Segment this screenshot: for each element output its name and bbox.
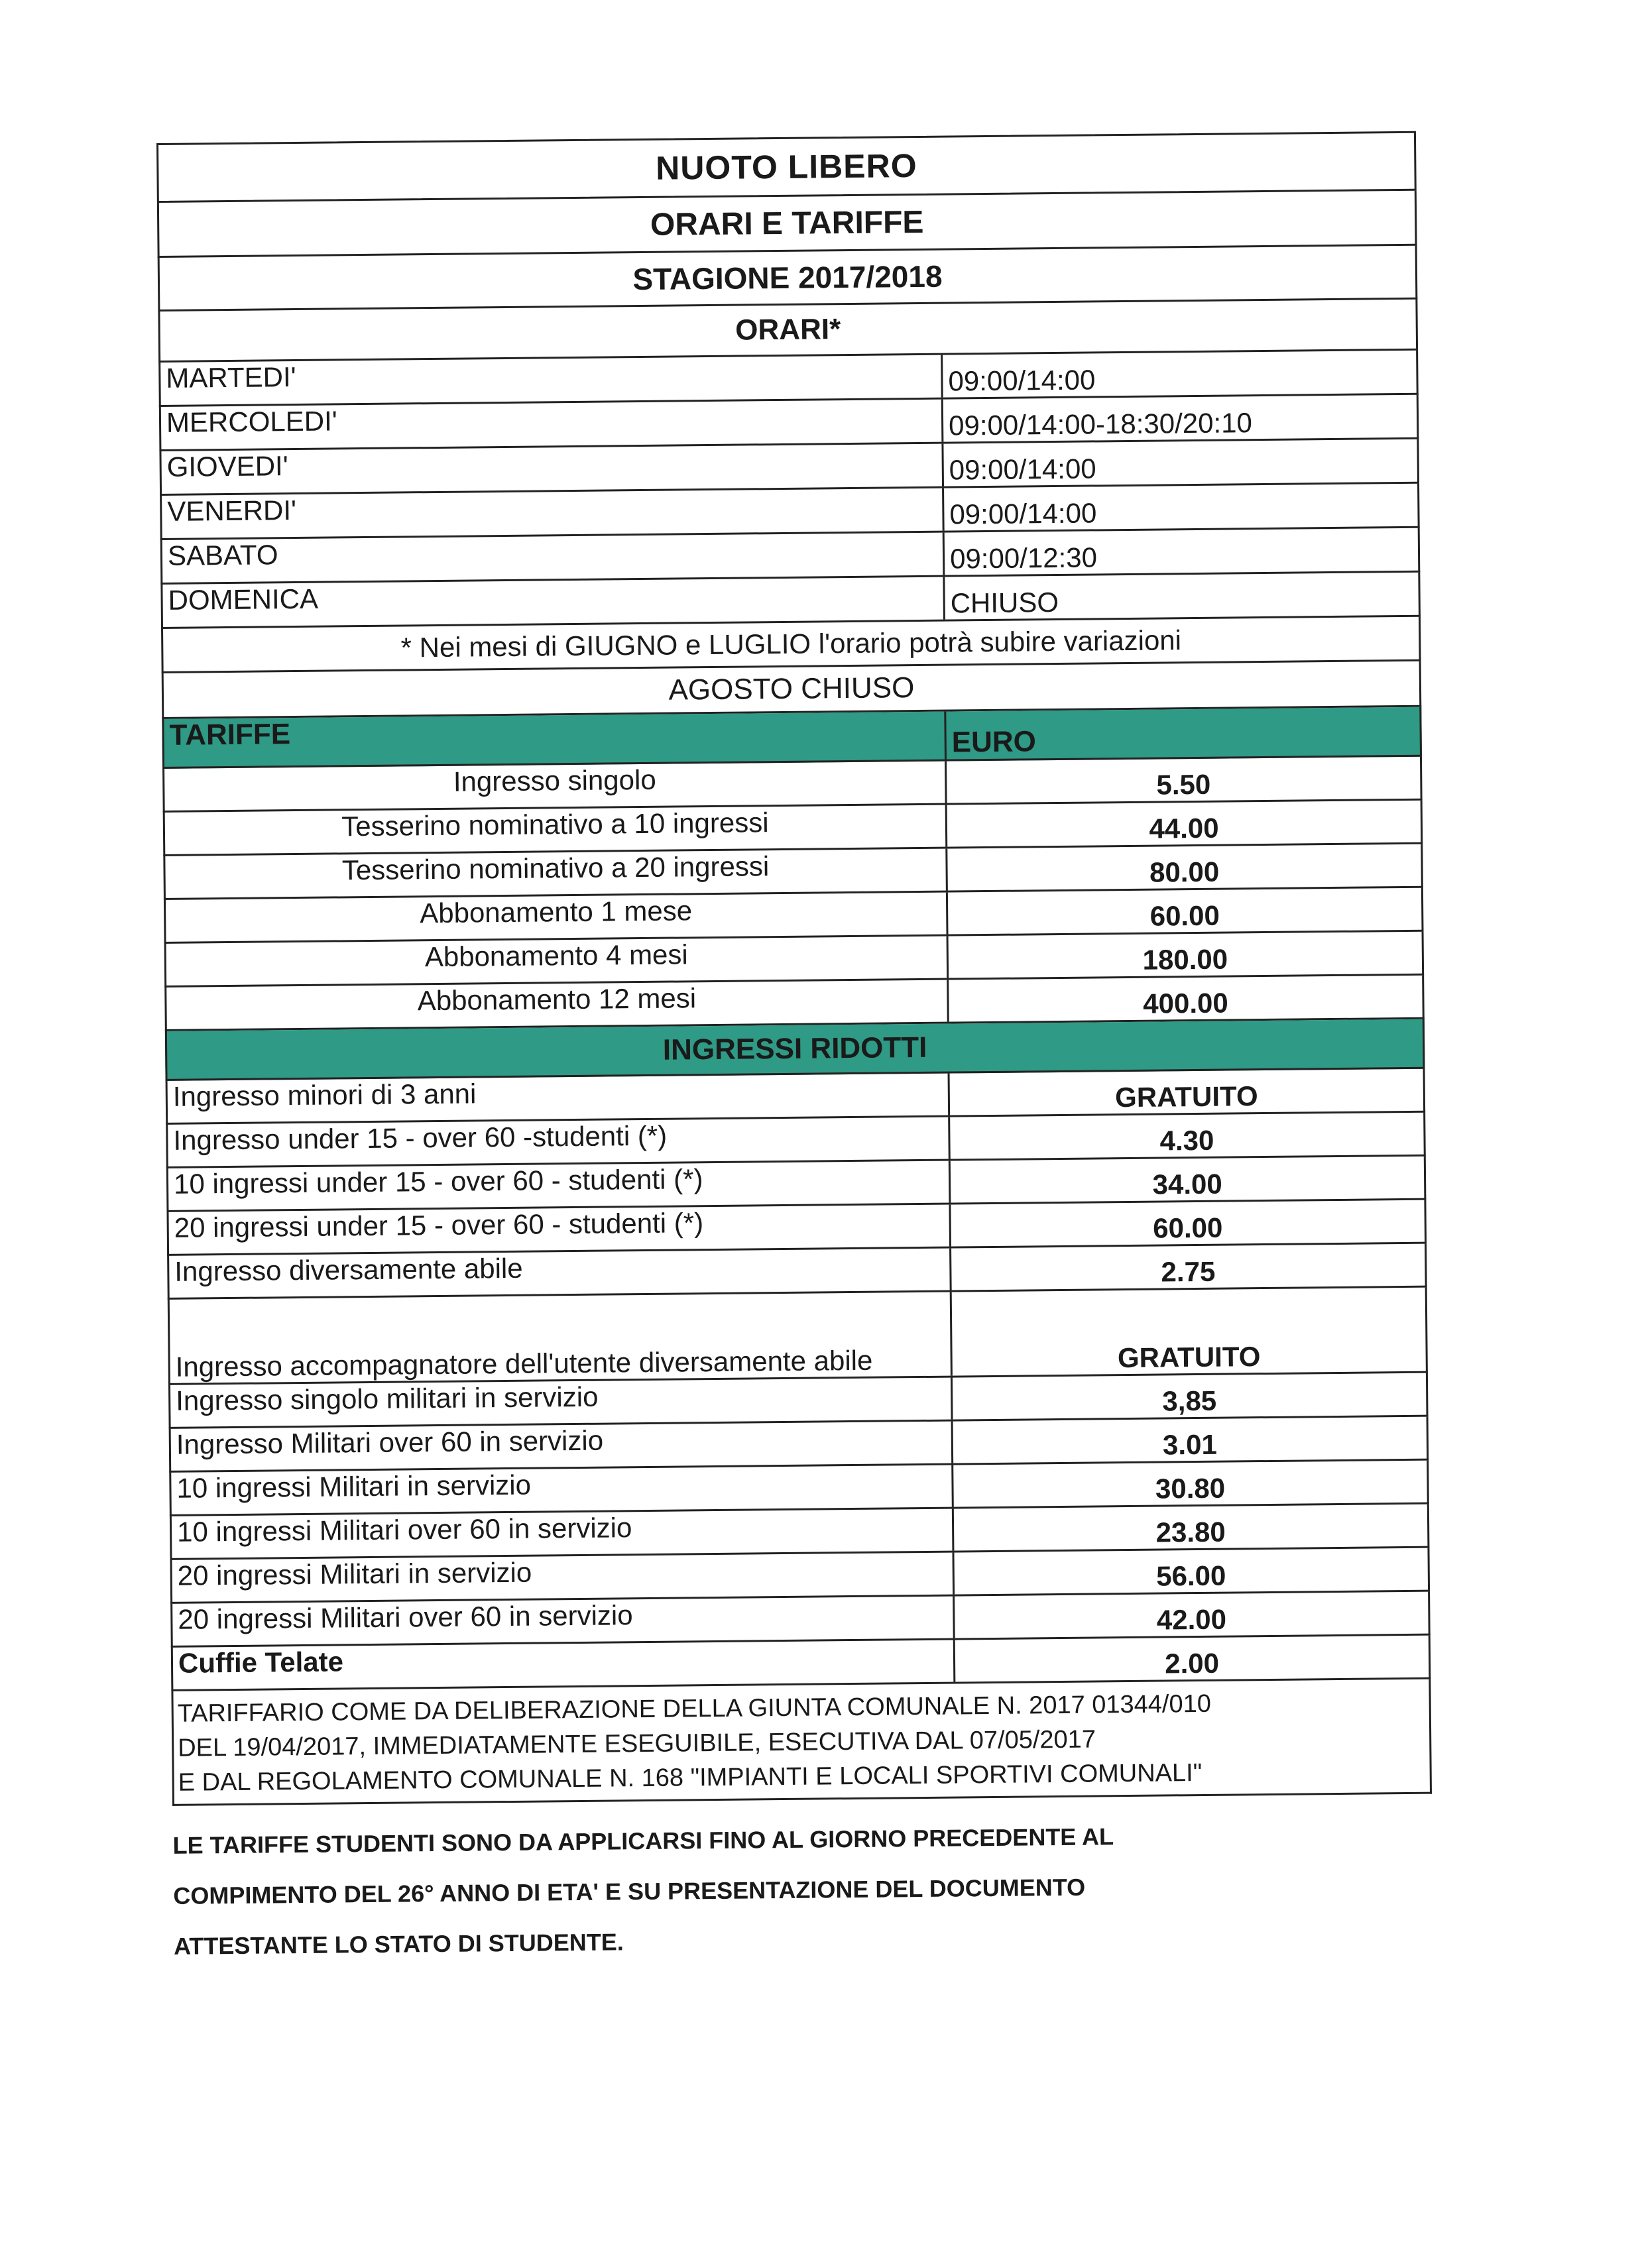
reduced-label: 20 ingressi Militari in servizio — [172, 1553, 955, 1602]
tariff-label: Abbonamento 4 mesi — [166, 936, 949, 986]
reduced-heading: INGRESSI RIDOTTI — [662, 1031, 927, 1066]
tariff-value: 180.00 — [1142, 943, 1228, 976]
reduced-label: 10 ingressi under 15 - over 60 - studenti (*) — [168, 1161, 951, 1210]
legal-note-line: E DAL REGOLAMENTO COMUNALE N. 168 "IMPIANTI E LOCALI SPORTIVI COMUNALI" — [178, 1758, 1203, 1797]
reduced-value: 3,85 — [1162, 1385, 1217, 1417]
page-title: NUOTO LIBERO — [655, 146, 917, 187]
reduced-label: Ingresso diversamente abile — [169, 1249, 952, 1298]
legal-note-line: DEL 19/04/2017, IMMEDIATAMENTE ESEGUIBILE, ESECUTIVA DAL 07/05/2017 — [178, 1725, 1096, 1762]
reduced-value: GRATUITO — [1114, 1080, 1258, 1113]
reduced-label: Ingresso singolo militari in servizio — [170, 1378, 953, 1427]
reduced-value: 56.00 — [1156, 1559, 1226, 1592]
schedule-hours: 09:00/14:00 — [948, 364, 1096, 397]
schedule-day: VENERDI' — [162, 488, 945, 538]
tariff-label: Ingresso singolo — [164, 762, 947, 811]
tariff-value: 80.00 — [1149, 856, 1220, 888]
schedule-hours: 09:00/14:00-18:30/20:10 — [948, 407, 1253, 441]
legal-note-line: TARIFFARIO COME DA DELIBERAZIONE DELLA GIUNTA COMUNALE N. 2017 01344/010 — [177, 1689, 1212, 1728]
tariff-value: 44.00 — [1149, 812, 1219, 844]
tariff-value: 400.00 — [1143, 987, 1228, 1019]
schedule-day: DOMENICA — [162, 577, 945, 627]
reduced-value: 23.80 — [1155, 1516, 1226, 1548]
schedule-hours: CHIUSO — [950, 586, 1059, 619]
schedule-hours: 09:00/12:30 — [949, 541, 1098, 575]
reduced-label: 20 ingressi Militari over 60 in servizio — [172, 1597, 955, 1646]
reduced-value: GRATUITO — [1117, 1341, 1261, 1374]
legal-note — [173, 1679, 1430, 1804]
reduced-label: Ingresso Militari over 60 in servizio — [171, 1422, 954, 1471]
reduced-value: 30.80 — [1155, 1472, 1226, 1504]
reduced-value: 2.00 — [1164, 1647, 1220, 1679]
page-subtitle: ORARI E TARIFFE — [650, 204, 924, 243]
student-note — [172, 1809, 1433, 1972]
tariff-label: Abbonamento 1 mese — [166, 893, 949, 942]
schedule-day: SABATO — [162, 533, 945, 583]
reduced-label: Ingresso accompagnatore dell'utente diversamente abile — [170, 1292, 953, 1383]
reduced-value: 42.00 — [1156, 1603, 1227, 1636]
schedule-day: MERCOLEDI' — [161, 400, 944, 449]
reduced-label: 10 ingressi Militari in servizio — [171, 1465, 954, 1514]
tariffs-heading: TARIFFE — [164, 712, 947, 767]
reduced-label: 10 ingressi Militari over 60 in servizio — [172, 1509, 955, 1558]
august-closed-note: AGOSTO CHIUSO — [668, 671, 915, 707]
tariff-label: Abbonamento 12 mesi — [166, 980, 949, 1029]
reduced-label: 20 ingressi under 15 - over 60 - studenti (*) — [168, 1205, 951, 1254]
schedule-note: * Nei mesi di GIUGNO e LUGLIO l'orario potrà subire variazioni — [400, 624, 1182, 663]
tariff-value: 60.00 — [1149, 899, 1220, 932]
tariff-label: Tesserino nominativo a 10 ingressi — [165, 805, 948, 854]
reduced-value: 60.00 — [1152, 1212, 1223, 1244]
reduced-label: Ingresso under 15 - over 60 -studenti (*) — [168, 1117, 951, 1166]
currency-heading: EURO — [951, 725, 1037, 759]
student-note-line: COMPIMENTO DEL 26° ANNO DI ETA' E SU PRESENTAZIONE DEL DOCUMENTO — [173, 1873, 1086, 1909]
reduced-value: 2.75 — [1161, 1255, 1216, 1288]
student-note-line: ATTESTANTE LO STATO DI STUDENTE. — [173, 1928, 624, 1960]
reduced-value: 3.01 — [1162, 1428, 1218, 1461]
schedule-hours: 09:00/14:00 — [949, 497, 1097, 530]
reduced-label: Cuffie Telate — [173, 1640, 956, 1689]
footer-row — [171, 1679, 1432, 1806]
tariff-label: Tesserino nominativo a 20 ingressi — [165, 849, 948, 898]
tariff-value: 5.50 — [1156, 768, 1211, 801]
schedule-day: MARTEDI' — [160, 355, 943, 405]
reduced-label: Ingresso minori di 3 anni — [168, 1074, 951, 1123]
season-label: STAGIONE 2017/2018 — [632, 258, 943, 297]
tariff-sheet — [156, 131, 1433, 1972]
schedule-heading: ORARI* — [735, 313, 841, 347]
reduced-row — [168, 1288, 1428, 1385]
student-note-line: LE TARIFFE STUDENTI SONO DA APPLICARSI FINO AL GIORNO PRECEDENTE AL — [172, 1823, 1114, 1859]
schedule-day: GIOVEDI' — [161, 444, 944, 494]
reduced-value: 4.30 — [1159, 1124, 1214, 1157]
reduced-value: 34.00 — [1152, 1168, 1222, 1200]
schedule-hours: 09:00/14:00 — [949, 453, 1096, 486]
